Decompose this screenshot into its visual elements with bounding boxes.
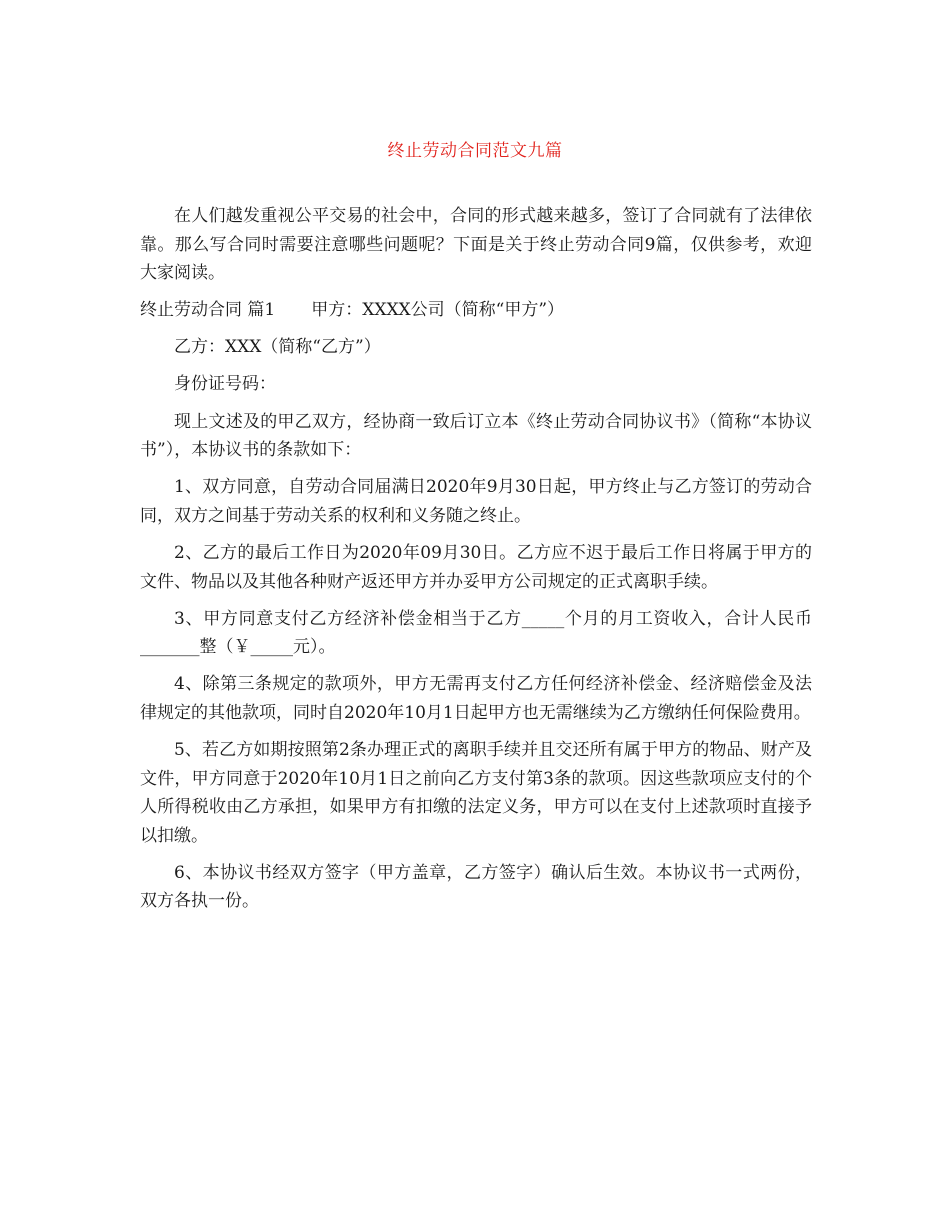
section-label: 终止劳动合同 篇1 bbox=[140, 300, 276, 321]
intro-paragraph: 在人们越发重视公平交易的社会中，合同的形式越来越多，签订了合同就有了法律依靠。那么写合同时需要注意哪些问题呢？下面是关于终止劳动合同9篇，仅供参考，欢迎大家阅读。 bbox=[140, 206, 812, 284]
clause-6: 6、本协议书经双方签字（甲方盖章，乙方签字）确认后生效。本协议书一式两份，双方各执一份。 bbox=[140, 862, 812, 912]
clause-3: 3、甲方同意支付乙方经济补偿金相当于乙方_____个月的月工资收入，合计人民币_______整（￥_____元）。 bbox=[140, 608, 812, 658]
document-body bbox=[140, 202, 812, 925]
clause-5: 5、若乙方如期按照第2条办理正式的离职手续并且交还所有属于甲方的物品、财产及文件，甲方同意于2020年10月1日之前向乙方支付第3条的款项。因这些款项应支付的个人所得税收由乙方承担，如果甲方有扣缴的法定义务，甲方可以在支付上述款项时直接予以扣缴。 bbox=[140, 740, 812, 846]
document-title: 终止劳动合同范文九篇 bbox=[387, 141, 563, 161]
id-number-line: 身份证号码： bbox=[174, 374, 276, 395]
clause-2: 2、乙方的最后工作日为2020年09月30日。乙方应不迟于最后工作日将属于甲方的文件、物品以及其他各种财产返还甲方并办妥甲方公司规定的正式离职手续。 bbox=[140, 542, 812, 592]
preamble-paragraph: 现上文述及的甲乙双方，经协商一致后订立本《终止劳动合同协议书》（简称“本协议书”），本协议书的条款如下： bbox=[140, 411, 812, 461]
section-header bbox=[140, 296, 812, 325]
clause-4: 4、除第三条规定的款项外，甲方无需再支付乙方任何经济补偿金、经济赔偿金及法律规定的其他款项，同时自2020年10月1日起甲方也无需继续为乙方缴纳任何保险费用。 bbox=[140, 674, 812, 723]
party-a-line: 甲方：XXXX公司（简称“甲方”） bbox=[311, 300, 565, 321]
party-b-line: 乙方：XXX（简称“乙方”） bbox=[174, 337, 381, 358]
clause-1: 1、双方同意，自劳动合同届满日2020年9月30日起，甲方终止与乙方签订的劳动合同，双方之间基于劳动关系的权利和义务随之终止。 bbox=[140, 477, 812, 526]
